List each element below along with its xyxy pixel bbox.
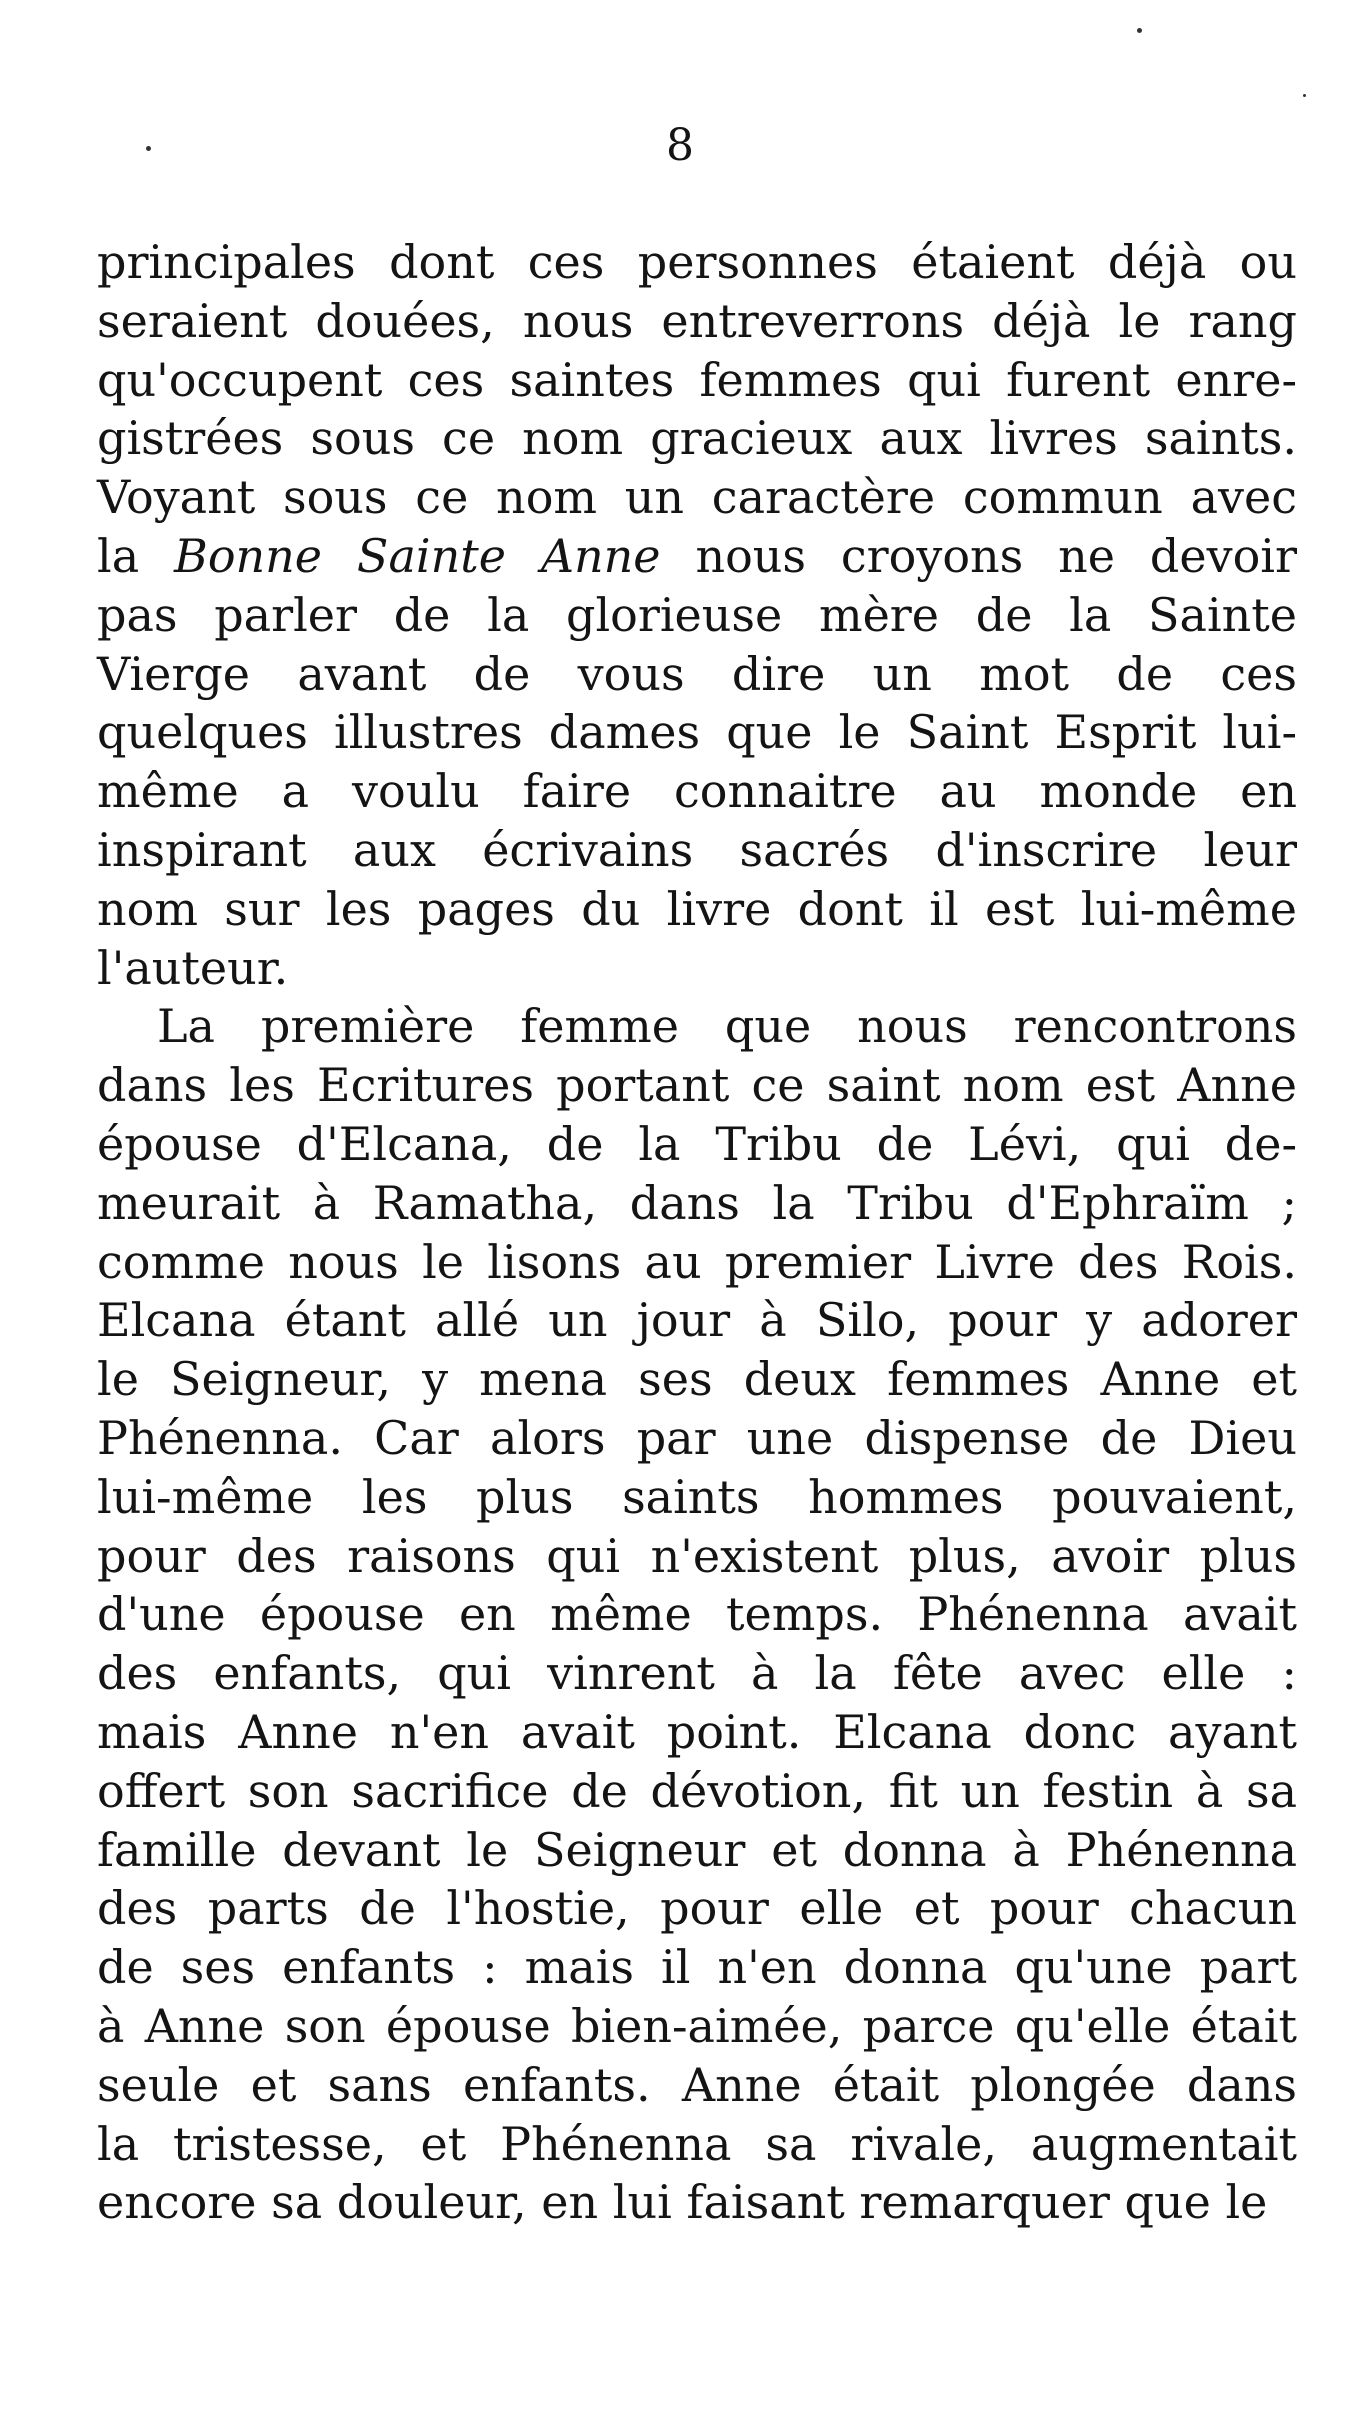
- text-line: de ses enfants : mais il n'en donna qu'une part: [97, 1940, 1297, 1995]
- text-line: à Anne son épouse bien-aimée, parce qu'elle était: [97, 1998, 1297, 2053]
- text-line: encore sa douleur, en lui faisant remarquer que le: [97, 2175, 1268, 2230]
- text-line: principales dont ces personnes étaient déjà ou: [97, 235, 1297, 289]
- text-line: quelques illustres dames que le Saint Esprit lui-: [97, 705, 1297, 760]
- print-speck: [1303, 94, 1306, 97]
- text-line: Voyant sous ce nom un caractère commun avec: [97, 470, 1297, 525]
- text-line: épouse d'Elcana, de la Tribu de Lévi, qui de-: [97, 1116, 1297, 1171]
- page-number: 8: [666, 120, 694, 171]
- text-line: Vierge avant de vous dire un mot de ces: [97, 646, 1297, 701]
- paragraph: [97, 997, 1297, 2232]
- text-line: lui-même les plus saints hommes pouvaient,: [97, 1469, 1297, 1524]
- text-line: La première femme que nous rencontrons: [157, 999, 1297, 1054]
- text-line: comme nous le lisons au premier Livre des Rois.: [97, 1234, 1297, 1289]
- text-line: offert son sacrifice de dévotion, fit un festin à sa: [97, 1763, 1297, 1818]
- text-line: Elcana étant allé un jour à Silo, pour y adorer: [97, 1293, 1297, 1348]
- text-line: dans les Ecritures portant ce saint nom est Anne: [97, 1058, 1297, 1113]
- text-line: mais Anne n'en avait point. Elcana donc ayant: [97, 1704, 1297, 1759]
- text-line: pour des raisons qui n'existent plus, avoir plus: [97, 1528, 1297, 1583]
- paragraph: [97, 233, 1297, 997]
- text-line: la Bonne Sainte Anne nous croyons ne devoir: [97, 528, 1297, 583]
- text-line: d'une épouse en même temps. Phénenna avait: [97, 1587, 1297, 1642]
- text-line: qu'occupent ces saintes femmes qui furent enre-: [97, 352, 1297, 407]
- text-line: l'auteur.: [97, 940, 289, 995]
- text-line: seule et sans enfants. Anne était plongée dans: [97, 2057, 1297, 2112]
- text-line: inspirant aux écrivains sacrés d'inscrire leur: [97, 822, 1297, 877]
- text-line: même a voulu faire connaitre au monde en: [97, 764, 1297, 819]
- text-line: des parts de l'hostie, pour elle et pour chacun: [97, 1881, 1297, 1936]
- text-line: le Seigneur, y mena ses deux femmes Anne et: [97, 1352, 1297, 1407]
- text-line: seraient douées, nous entreverrons déjà le rang: [97, 293, 1297, 348]
- body-text: [97, 233, 1297, 2232]
- text-line: famille devant le Seigneur et donna à Phénenna: [97, 1822, 1297, 1877]
- text-line: des enfants, qui vinrent à la fête avec elle :: [97, 1646, 1297, 1701]
- print-speck: [1137, 28, 1142, 33]
- text-line: gistrées sous ce nom gracieux aux livres saints.: [97, 411, 1297, 466]
- text-line: meurait à Ramatha, dans la Tribu d'Ephraïm ;: [97, 1175, 1297, 1230]
- text-line: Phénenna. Car alors par une dispense de Dieu: [97, 1410, 1297, 1465]
- text-line: pas parler de la glorieuse mère de la Sainte: [97, 587, 1297, 642]
- text-line: la tristesse, et Phénenna sa rivale, augmentait: [97, 2116, 1297, 2171]
- text-line: nom sur les pages du livre dont il est lui-même: [97, 881, 1297, 936]
- italic-name: Bonne Sainte Anne: [174, 528, 661, 583]
